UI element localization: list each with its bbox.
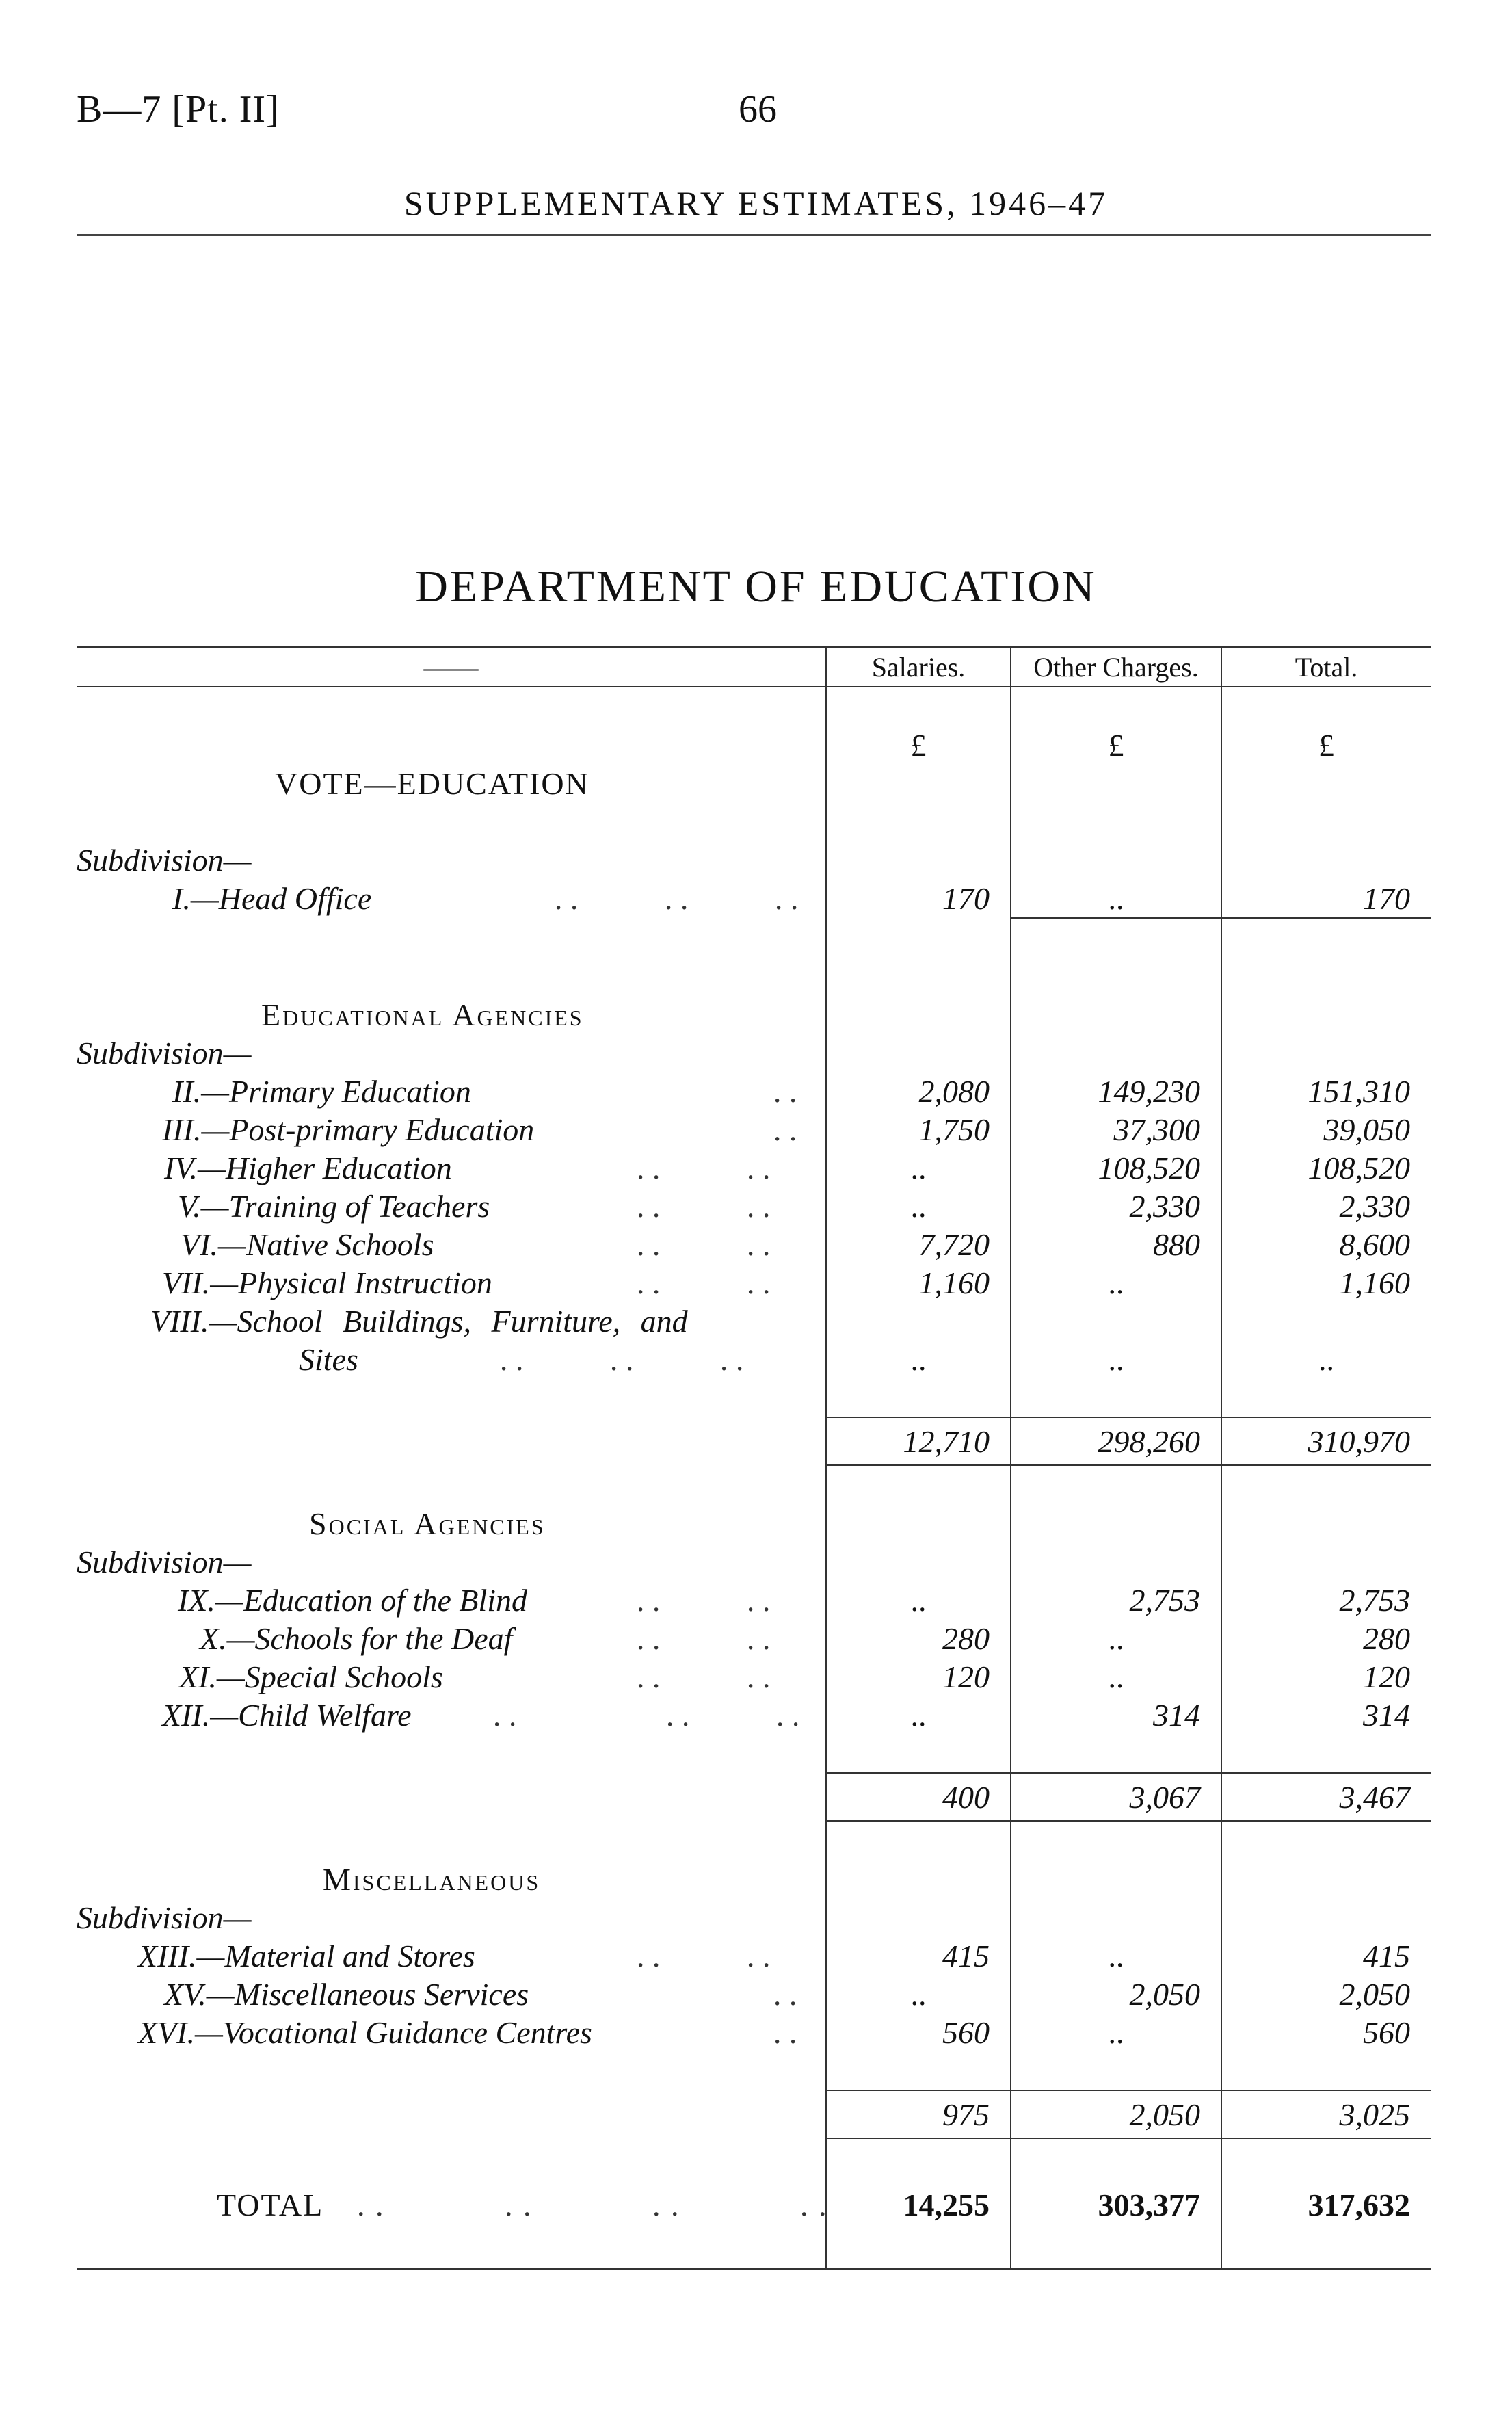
page-number: 66: [739, 88, 777, 131]
other-charges-cell: ..: [1011, 879, 1221, 918]
table-row: V.—Training of Teachers . . . . .. 2,330 2,330: [77, 1187, 1431, 1225]
salaries-cell: ..: [826, 1581, 1011, 1619]
other-charges-cell: 880: [1011, 1225, 1221, 1263]
row-label: XII.—Child Welfare: [162, 1697, 412, 1733]
salaries-cell: 7,720: [826, 1225, 1011, 1263]
currency-symbol: £: [1011, 726, 1221, 764]
header-rule: [77, 234, 1431, 236]
section-heading-row: [77, 1504, 1431, 1542]
table-row: XVI.—Vocational Guidance Centres . . 560 .. 560: [77, 2013, 1431, 2051]
grand-total-other-charges: 303,377: [1011, 2177, 1221, 2232]
bottom-rule: [77, 2268, 1431, 2270]
table-row: X.—Schools for the Deaf . . . . 280 .. 280: [77, 1619, 1431, 1657]
subdivision-label-row: [77, 841, 1431, 879]
document-reference: B—7 [Pt. II]: [77, 88, 280, 131]
other-charges-cell: 2,330: [1011, 1187, 1221, 1225]
subdivision-label-row: [77, 1034, 1431, 1072]
section-heading-row: [77, 995, 1431, 1034]
subtotal-other-charges: 298,260: [1011, 1417, 1221, 1465]
section-heading-social: Social Agencies: [309, 1506, 546, 1541]
salaries-cell: ..: [826, 1340, 1011, 1378]
salaries-cell: 1,160: [826, 1263, 1011, 1302]
total-cell: ..: [1221, 1340, 1431, 1378]
subdivision-label-row: [77, 1542, 1431, 1581]
total-cell: 151,310: [1221, 1072, 1431, 1110]
subtotal-total: 310,970: [1221, 1417, 1431, 1465]
salaries-cell: 280: [826, 1619, 1011, 1657]
subdivision-label: Subdivision—: [77, 1544, 252, 1579]
row-label: X.—Schools for the Deaf: [200, 1620, 513, 1656]
other-charges-cell: ..: [1011, 1657, 1221, 1696]
subtotal-other-charges: 2,050: [1011, 2090, 1221, 2138]
section-heading-educational: Educational Agencies: [261, 997, 584, 1032]
table-row: XIII.—Material and Stores . . . . 415 .. 415: [77, 1936, 1431, 1975]
grand-total-salaries: 14,255: [826, 2177, 1011, 2232]
other-charges-cell: 37,300: [1011, 1110, 1221, 1148]
total-cell: 120: [1221, 1657, 1431, 1696]
table-row: II.—Primary Education . . 2,080 149,230 151,310: [77, 1072, 1431, 1110]
table-row: XV.—Miscellaneous Services . . .. 2,050 2,050: [77, 1975, 1431, 2013]
other-charges-cell: ..: [1011, 1263, 1221, 1302]
subdivision-label-row: [77, 1898, 1431, 1936]
other-charges-cell: 2,753: [1011, 1581, 1221, 1619]
other-charges-cell: 2,050: [1011, 1975, 1221, 2013]
total-cell: 2,330: [1221, 1187, 1431, 1225]
row-label: V.—Training of Teachers: [178, 1188, 490, 1224]
salaries-cell: ..: [826, 1975, 1011, 2013]
subtotal-row: [77, 2090, 1431, 2138]
total-cell: 39,050: [1221, 1110, 1431, 1148]
salaries-cell: 120: [826, 1657, 1011, 1696]
table-row: VII.—Physical Instruction . . . . 1,160 .. 1,160: [77, 1263, 1431, 1302]
other-charges-cell: 314: [1011, 1696, 1221, 1734]
section-heading-row: [77, 1860, 1431, 1898]
salaries-cell: ..: [826, 1187, 1011, 1225]
table-row: IX.—Education of the Blind . . . . .. 2,753 2,753: [77, 1581, 1431, 1619]
subdivision-label: Subdivision—: [77, 842, 252, 878]
column-header-row: [77, 647, 1431, 687]
row-label: VII.—Physical Instruction: [162, 1265, 492, 1300]
row-label: IV.—Higher Education: [164, 1150, 452, 1185]
subtotal-total: 3,467: [1221, 1773, 1431, 1821]
subtotal-row: [77, 1417, 1431, 1465]
salaries-cell: ..: [826, 1148, 1011, 1187]
salaries-cell: 1,750: [826, 1110, 1011, 1148]
grand-total-row: TOTAL . . . . . . . . 14,255 303,377 317,632: [77, 2177, 1431, 2232]
row-label: III.—Post-primary Education: [162, 1112, 535, 1147]
row-label: XV.—Miscellaneous Services: [164, 1976, 529, 2012]
table-row: IV.—Higher Education . . . . .. 108,520 108,520: [77, 1148, 1431, 1187]
row-label: XIII.—Material and Stores: [138, 1938, 475, 1973]
salaries-cell: 170: [826, 879, 1011, 918]
page-title: SUPPLEMENTARY ESTIMATES, 1946–47: [403, 184, 1109, 222]
table-row: Sites . . . . . . .. .. ..: [77, 1340, 1431, 1378]
total-cell: 108,520: [1221, 1148, 1431, 1187]
subtotal-row: [77, 1773, 1431, 1821]
row-label: VI.—Native Schools: [181, 1226, 434, 1262]
table-row: XII.—Child Welfare . . . . . . .. 314 314: [77, 1696, 1431, 1734]
total-cell: 8,600: [1221, 1225, 1431, 1263]
column-header-salaries: Salaries.: [826, 647, 1011, 687]
total-cell: 2,050: [1221, 1975, 1431, 2013]
vote-title: VOTE—EDUCATION: [275, 765, 589, 801]
currency-row: [77, 726, 1431, 764]
grand-total-total: 317,632: [1221, 2177, 1431, 2232]
total-cell: 280: [1221, 1619, 1431, 1657]
row-label: IX.—Education of the Blind: [178, 1582, 528, 1618]
subtotal-salaries: 975: [826, 2090, 1011, 2138]
row-label: I.—Head Office: [172, 881, 372, 916]
currency-symbol: £: [1221, 726, 1431, 764]
total-cell: 170: [1221, 879, 1431, 918]
row-label: II.—Primary Education: [172, 1073, 471, 1109]
subtotal-salaries: 400: [826, 1773, 1011, 1821]
row-label: XVI.—Vocational Guidance Centres: [138, 2014, 592, 2050]
subdivision-label: Subdivision—: [77, 1900, 252, 1935]
estimates-table: [77, 646, 1431, 2270]
grand-total-label: TOTAL: [217, 2187, 324, 2222]
table-row: III.—Post-primary Education . . 1,750 37,300 39,050: [77, 1110, 1431, 1148]
department-heading: DEPARTMENT OF EDUCATION: [415, 562, 1097, 612]
column-header-blank: ——: [77, 647, 826, 687]
row-label: VIII.—School Buildings, Furniture, and: [150, 1303, 688, 1339]
other-charges-cell: ..: [1011, 2013, 1221, 2051]
table-row: [77, 1302, 1431, 1340]
section-heading-miscellaneous: Miscellaneous: [323, 1861, 541, 1897]
table-row: I.—Head Office . . . . . . 170 .. 170: [77, 879, 1431, 918]
table-row: VI.—Native Schools . . . . 7,720 880 8,600: [77, 1225, 1431, 1263]
salaries-cell: 560: [826, 2013, 1011, 2051]
salaries-cell: 415: [826, 1936, 1011, 1975]
other-charges-cell: ..: [1011, 1340, 1221, 1378]
total-cell: 1,160: [1221, 1263, 1431, 1302]
row-label: XI.—Special Schools: [179, 1659, 443, 1694]
subtotal-other-charges: 3,067: [1011, 1773, 1221, 1821]
total-cell: 314: [1221, 1696, 1431, 1734]
vote-row: [77, 764, 1431, 802]
total-cell: 415: [1221, 1936, 1431, 1975]
column-header-other-charges: Other Charges.: [1011, 647, 1221, 687]
subtotal-salaries: 12,710: [826, 1417, 1011, 1465]
other-charges-cell: 108,520: [1011, 1148, 1221, 1187]
column-header-total: Total.: [1221, 647, 1431, 687]
row-label: Sites: [299, 1341, 358, 1377]
other-charges-cell: ..: [1011, 1936, 1221, 1975]
total-cell: 2,753: [1221, 1581, 1431, 1619]
other-charges-cell: ..: [1011, 1619, 1221, 1657]
subdivision-label: Subdivision—: [77, 1035, 252, 1070]
salaries-cell: ..: [826, 1696, 1011, 1734]
subtotal-total: 3,025: [1221, 2090, 1431, 2138]
other-charges-cell: 149,230: [1011, 1072, 1221, 1110]
total-cell: 560: [1221, 2013, 1431, 2051]
salaries-cell: 2,080: [826, 1072, 1011, 1110]
table-row: XI.—Special Schools . . . . 120 .. 120: [77, 1657, 1431, 1696]
currency-symbol: £: [826, 726, 1011, 764]
